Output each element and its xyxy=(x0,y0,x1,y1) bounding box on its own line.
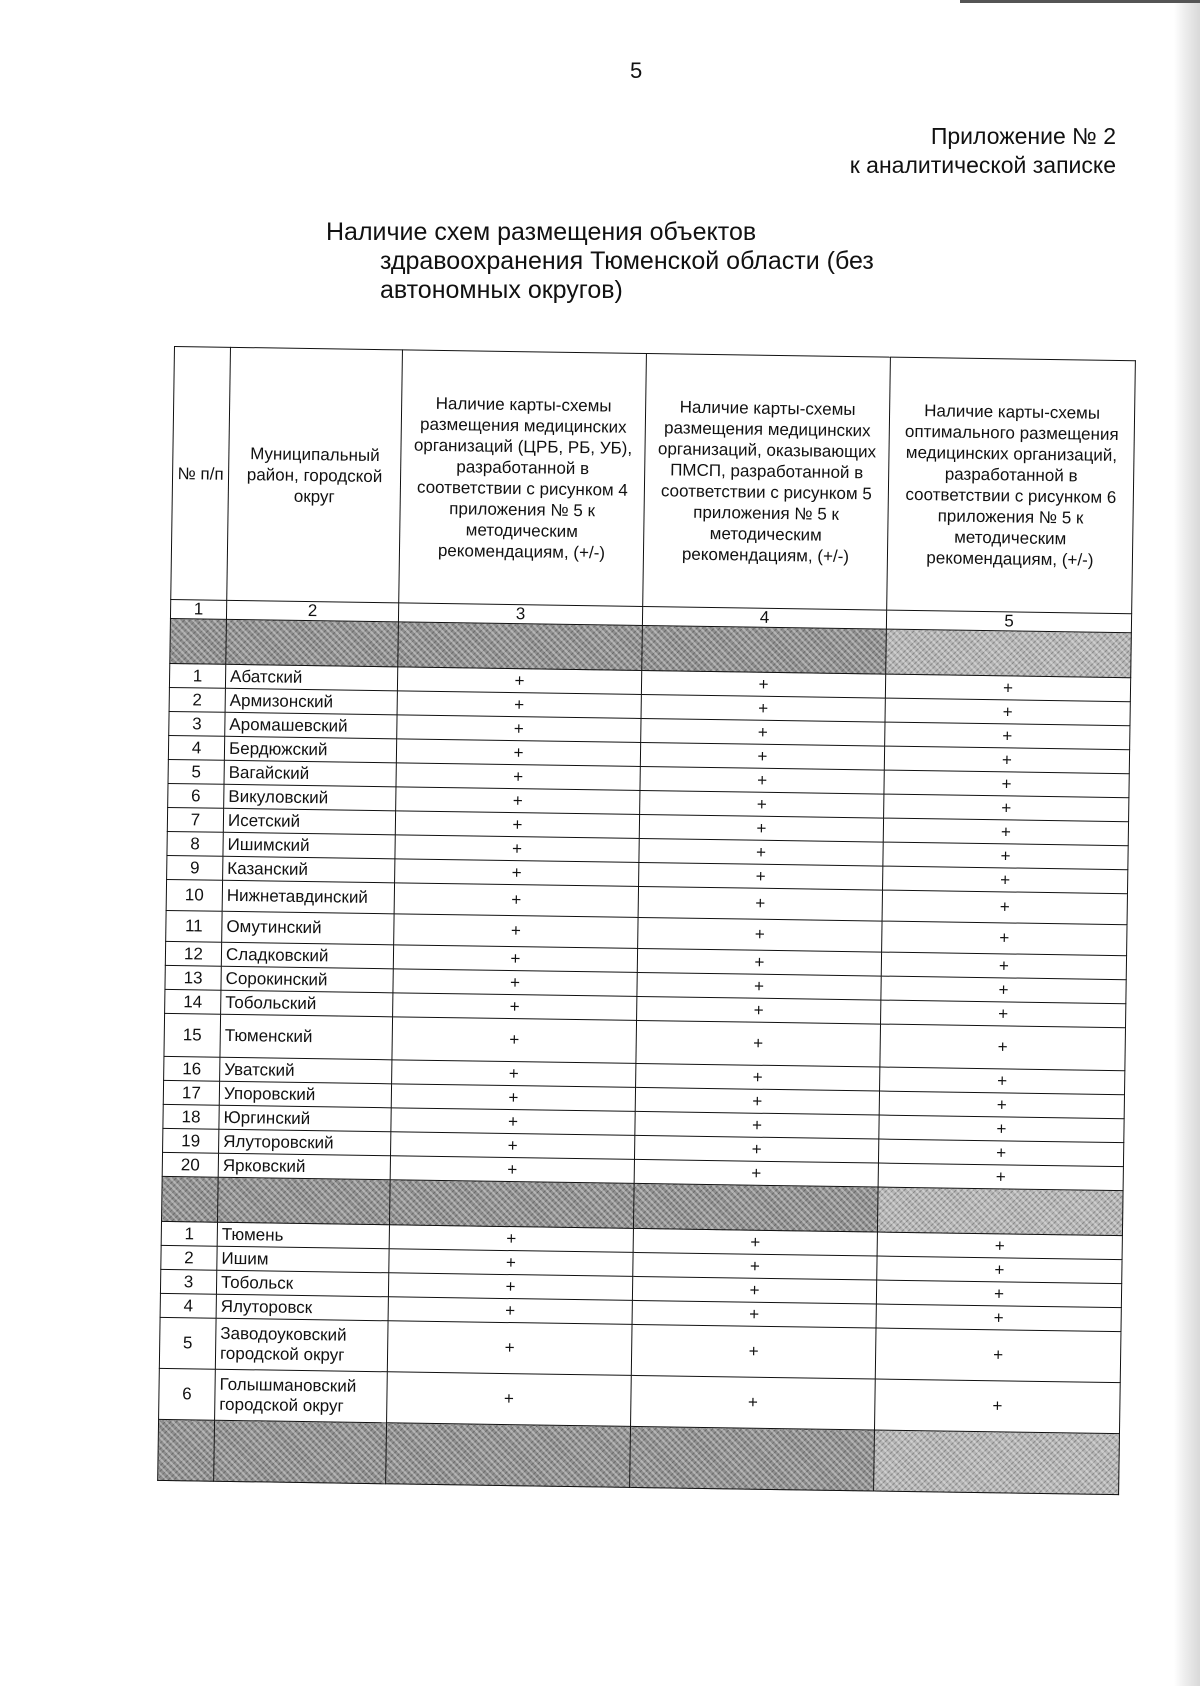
map-optimal-mark: + xyxy=(878,1163,1123,1191)
row-number: 4 xyxy=(168,735,224,760)
map-pmsp-mark: + xyxy=(640,790,884,818)
map-crb-mark: + xyxy=(393,945,637,973)
map-pmsp-mark: + xyxy=(633,1252,877,1280)
map-optimal-mark: + xyxy=(885,698,1130,726)
map-crb-mark: + xyxy=(393,969,637,997)
map-crb-mark: + xyxy=(388,1273,632,1301)
district-name: Ялуторовский xyxy=(219,1129,391,1156)
map-pmsp-mark: + xyxy=(633,1228,877,1256)
district-name: Армизонский xyxy=(225,688,397,715)
table-header-row xyxy=(171,347,1136,614)
map-crb-mark: + xyxy=(394,914,638,949)
redacted-cell xyxy=(398,622,643,671)
row-number: 6 xyxy=(168,783,224,808)
map-optimal-mark: + xyxy=(881,952,1126,980)
map-optimal-mark: + xyxy=(882,890,1127,925)
title-line-1: Наличие схем размещения объектов xyxy=(326,218,757,246)
map-optimal-mark: + xyxy=(879,1091,1124,1119)
redacted-cell xyxy=(633,1183,878,1232)
map-crb-mark: + xyxy=(388,1297,632,1325)
map-optimal-mark: + xyxy=(878,1139,1123,1167)
map-pmsp-mark: + xyxy=(635,1111,879,1139)
district-name: Ишимский xyxy=(223,832,395,859)
redacted-cell xyxy=(162,1176,219,1222)
map-pmsp-mark: + xyxy=(632,1276,876,1304)
health-facilities-table xyxy=(157,346,1136,1495)
map-optimal-mark: + xyxy=(881,1000,1126,1028)
scan-top-line xyxy=(960,0,1200,3)
redacted-cell xyxy=(389,1180,634,1229)
redacted-cell xyxy=(218,1177,391,1225)
district-name: Сорокинский xyxy=(221,966,393,993)
district-name: Викуловский xyxy=(224,784,396,811)
row-number: 17 xyxy=(163,1080,219,1105)
redacted-cell xyxy=(170,618,227,664)
map-pmsp-mark: + xyxy=(638,917,882,952)
column-number: 2 xyxy=(226,600,398,622)
map-crb-mark: + xyxy=(389,1249,633,1277)
map-pmsp-mark: + xyxy=(638,886,882,921)
map-pmsp-mark: + xyxy=(640,766,884,794)
district-name: Сладковский xyxy=(221,942,393,969)
map-optimal-mark: + xyxy=(875,1328,1121,1383)
column-number: 5 xyxy=(886,610,1131,633)
map-pmsp-mark: + xyxy=(634,1135,878,1163)
map-pmsp-mark: + xyxy=(640,742,884,770)
district-name: Исетский xyxy=(223,808,395,835)
redacted-cell xyxy=(226,619,399,667)
map-crb-mark: + xyxy=(396,763,640,791)
row-number: 9 xyxy=(167,855,223,880)
row-number: 3 xyxy=(169,711,225,736)
scan-edge xyxy=(1174,0,1200,1686)
row-number: 16 xyxy=(164,1056,220,1081)
district-name: Упоровский xyxy=(219,1081,391,1108)
map-optimal-mark: + xyxy=(877,1232,1122,1260)
map-crb-mark: + xyxy=(391,1132,635,1160)
redacted-total-row xyxy=(158,1419,1120,1494)
appendix-caption xyxy=(850,122,1116,180)
row-number: 19 xyxy=(163,1128,219,1153)
map-pmsp-mark: + xyxy=(639,814,883,842)
map-pmsp-mark: + xyxy=(634,1159,878,1187)
district-name: Заводоуковский городской округ xyxy=(215,1318,388,1372)
title-line-2: здравоохранения Тюменской области (без xyxy=(380,247,874,275)
map-crb-mark: + xyxy=(396,739,640,767)
map-crb-mark: + xyxy=(390,1156,634,1184)
map-pmsp-mark: + xyxy=(641,694,885,722)
row-number: 4 xyxy=(160,1293,216,1318)
map-pmsp-mark: + xyxy=(636,1063,880,1091)
map-optimal-mark: + xyxy=(874,1379,1120,1434)
map-optimal-mark: + xyxy=(880,1067,1125,1095)
map-crb-mark: + xyxy=(397,715,641,743)
row-number: 5 xyxy=(159,1317,216,1369)
map-optimal-mark: + xyxy=(880,1024,1126,1071)
redacted-cell xyxy=(877,1187,1123,1236)
map-optimal-mark: + xyxy=(883,842,1128,870)
district-name: Нижнетавдинский xyxy=(222,880,394,914)
map-optimal-mark: + xyxy=(883,866,1128,894)
redacted-cell xyxy=(630,1426,875,1491)
map-pmsp-mark: + xyxy=(636,1020,881,1067)
district-name: Абатский xyxy=(225,664,397,691)
row-number: 13 xyxy=(165,965,221,990)
column-number: 1 xyxy=(170,599,226,619)
map-pmsp-mark: + xyxy=(637,948,881,976)
row-number: 20 xyxy=(162,1152,218,1177)
row-number: 1 xyxy=(161,1221,217,1246)
row-number: 18 xyxy=(163,1104,219,1129)
redacted-cell xyxy=(886,629,1132,678)
map-optimal-mark: + xyxy=(876,1304,1121,1332)
map-pmsp-mark: + xyxy=(639,862,883,890)
column-number: 3 xyxy=(398,603,642,626)
row-number: 10 xyxy=(166,879,222,911)
map-crb-mark: + xyxy=(389,1225,633,1253)
map-crb-mark: + xyxy=(395,859,639,887)
map-optimal-mark: + xyxy=(877,1256,1122,1284)
row-number: 1 xyxy=(169,663,225,688)
map-crb-mark: + xyxy=(391,1108,635,1136)
map-pmsp-mark: + xyxy=(641,718,885,746)
redacted-cell xyxy=(642,625,887,674)
title-line-3: автономных округов) xyxy=(380,276,623,304)
map-crb-mark: + xyxy=(397,667,641,695)
map-crb-mark: + xyxy=(387,1372,632,1427)
header-map-pmsp: Наличие карты-схемы размещения медицинских организаций, оказывающих ПМСП, разработанной в соответствии с рисунком 5 приложения № 5 к методическим рекомендациям, (+/-) xyxy=(643,354,891,611)
map-crb-mark: + xyxy=(394,883,638,918)
map-crb-mark: + xyxy=(392,1060,636,1088)
header-map-optimal: Наличие карты-схемы оптимального размещения медицинских организаций, разработанной в соответствии с рисунком 6 приложения № 5 к методическим рекомендациям, (+/-) xyxy=(887,357,1136,614)
map-pmsp-mark: + xyxy=(631,1324,876,1379)
redacted-cell xyxy=(158,1419,215,1481)
row-number: 6 xyxy=(159,1368,216,1420)
district-name: Тобольский xyxy=(221,990,393,1017)
map-optimal-mark: + xyxy=(885,674,1130,702)
map-pmsp-mark: + xyxy=(637,972,881,1000)
map-optimal-mark: + xyxy=(884,794,1129,822)
map-crb-mark: + xyxy=(392,1017,637,1064)
district-name: Ярковский xyxy=(218,1153,390,1180)
district-name: Тюменский xyxy=(220,1014,393,1060)
map-crb-mark: + xyxy=(396,787,640,815)
row-number: 7 xyxy=(167,807,223,832)
map-optimal-mark: + xyxy=(884,746,1129,774)
map-optimal-mark: + xyxy=(885,722,1130,750)
header-number: № п/п xyxy=(171,347,231,601)
map-pmsp-mark: + xyxy=(635,1087,879,1115)
map-crb-mark: + xyxy=(395,811,639,839)
map-pmsp-mark: + xyxy=(631,1375,876,1430)
map-crb-mark: + xyxy=(397,691,641,719)
redacted-cell xyxy=(874,1430,1120,1495)
row-number: 2 xyxy=(161,1245,217,1270)
district-name: Тюмень xyxy=(217,1222,389,1249)
district-name: Юргинский xyxy=(219,1105,391,1132)
district-name: Казанский xyxy=(223,856,395,883)
map-pmsp-mark: + xyxy=(632,1300,876,1328)
document-title xyxy=(326,218,946,305)
appendix-line-1: Приложение № 2 xyxy=(930,123,1116,149)
map-optimal-mark: + xyxy=(882,921,1127,956)
map-crb-mark: + xyxy=(393,993,637,1021)
district-name: Уватский xyxy=(220,1057,392,1084)
district-name: Ишим xyxy=(217,1246,389,1273)
header-map-crb: Наличие карты-схемы размещения медицинских организаций (ЦРБ, РБ, УБ), разработанной в соответствии с рисунком 4 приложения № 5 к методическим рекомендациям, (+/-) xyxy=(399,350,647,607)
row-number: 15 xyxy=(164,1013,221,1057)
district-name: Бердюжский xyxy=(224,736,396,763)
row-number: 2 xyxy=(169,687,225,712)
map-pmsp-mark: + xyxy=(641,670,885,698)
row-number: 12 xyxy=(165,941,221,966)
appendix-line-2: к аналитической записке xyxy=(849,152,1116,178)
map-optimal-mark: + xyxy=(883,818,1128,846)
map-crb-mark: + xyxy=(387,1321,632,1376)
row-number: 11 xyxy=(166,910,222,942)
map-crb-mark: + xyxy=(395,835,639,863)
redacted-cell xyxy=(386,1423,631,1488)
map-pmsp-mark: + xyxy=(639,838,883,866)
map-optimal-mark: + xyxy=(876,1280,1121,1308)
map-optimal-mark: + xyxy=(881,976,1126,1004)
district-name: Тобольск xyxy=(216,1270,388,1297)
redacted-cell xyxy=(214,1420,387,1484)
page-number: 5 xyxy=(630,58,643,83)
district-name: Голышмановский городской округ xyxy=(215,1369,388,1423)
row-number: 8 xyxy=(167,831,223,856)
row-number: 14 xyxy=(165,989,221,1014)
district-name: Вагайский xyxy=(224,760,396,787)
column-number: 4 xyxy=(642,606,886,629)
map-optimal-mark: + xyxy=(879,1115,1124,1143)
header-district: Муниципальный район, городской округ xyxy=(227,347,403,603)
row-number: 3 xyxy=(160,1269,216,1294)
map-pmsp-mark: + xyxy=(637,996,881,1024)
district-name: Омутинский xyxy=(222,911,394,945)
district-name: Аромашевский xyxy=(225,712,397,739)
map-optimal-mark: + xyxy=(884,770,1129,798)
row-number: 5 xyxy=(168,759,224,784)
district-name: Ялуторовск xyxy=(216,1294,388,1321)
map-crb-mark: + xyxy=(391,1084,635,1112)
